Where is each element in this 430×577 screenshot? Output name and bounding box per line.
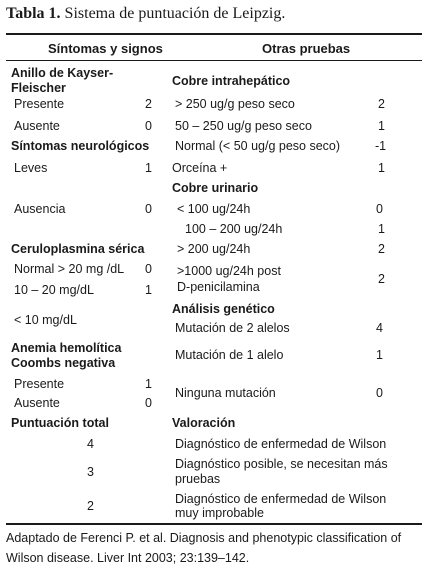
bottom-rule (6, 523, 422, 525)
assessment-line: pruebas (175, 472, 221, 486)
cerulo-title: Ceruloplasmina sérica (11, 242, 145, 256)
urinary-post-2: D-penicilamina (177, 280, 260, 294)
header-other-tests: Otras pruebas (262, 41, 351, 56)
neuro-absent: Ausencia (14, 202, 66, 216)
total-value: 3 (87, 465, 94, 479)
total-title: Puntuación total (11, 416, 109, 430)
assessment-title: Valoración (172, 416, 236, 430)
kayser-present: Presente (14, 97, 65, 111)
cerulo-mid: 10 – 20 mg/dL (14, 283, 94, 297)
table-caption (6, 5, 285, 23)
anemia-title: Anemia hemolítica (11, 341, 122, 355)
neuro-mild: Leves (14, 161, 48, 175)
urinary-low-score: 0 (376, 202, 383, 216)
genetic-one-score: 1 (376, 348, 383, 362)
urinary-mid: 100 – 200 ug/24h (185, 222, 283, 236)
total-value: 2 (87, 499, 94, 513)
header-rule (6, 60, 422, 61)
anemia-present-score: 1 (145, 377, 152, 391)
neuro-absent-score: 0 (145, 202, 152, 216)
urinary-mid-score: 1 (378, 222, 385, 236)
total-value: 4 (87, 437, 94, 451)
urinary-title: Cobre urinario (172, 181, 259, 195)
kayser-title-2: Fleischer (11, 81, 66, 95)
orcein: Orceína + (172, 161, 228, 175)
hepatic-mid-score: 1 (378, 119, 385, 133)
cerulo-mid-score: 1 (145, 283, 152, 297)
hepatic-title: Cobre intrahepático (172, 74, 291, 88)
genetic-one: Mutación de 1 alelo (175, 348, 284, 362)
genetic-two-score: 4 (376, 321, 383, 335)
kayser-absent: Ausente (14, 119, 60, 133)
urinary-high: > 200 ug/24h (177, 242, 251, 256)
assessment-line: muy improbable (175, 506, 264, 520)
assessment-line: Diagnóstico de enfermedad de Wilson (175, 437, 387, 451)
hepatic-normal-score: -1 (375, 139, 387, 153)
genetic-none: Ninguna mutación (175, 386, 276, 400)
neuro-title: Síntomas neurológicos (11, 139, 150, 153)
assessment-line: Diagnóstico posible, se necesitan más (175, 457, 388, 471)
source-footnote: Adaptado de Ferenci P. et al. Diagnosis and phenotypic classification of Wilson disease. Liver Int 2003; 23:139–142. (6, 531, 402, 565)
assessment-line: Diagnóstico de enfermedad de Wilson (175, 492, 387, 506)
anemia-title-2: Coombs negativa (11, 356, 116, 370)
cerulo-normal-score: 0 (145, 262, 152, 276)
hepatic-normal: Normal (< 50 ug/g peso seco) (175, 139, 341, 153)
orcein-score: 1 (378, 161, 385, 175)
anemia-present: Presente (14, 377, 65, 391)
genetic-two: Mutación de 2 alelos (175, 321, 290, 335)
urinary-post-score: 2 (378, 272, 385, 286)
neuro-mild-score: 1 (145, 161, 152, 175)
cerulo-low: < 10 mg/dL (14, 313, 77, 327)
urinary-post: >1000 ug/24h post (177, 264, 281, 278)
kayser-present-score: 2 (145, 97, 152, 111)
kayser-title: Anillo de Kayser- (11, 66, 114, 80)
hepatic-high: > 250 ug/g peso seco (175, 97, 295, 111)
genetic-none-score: 0 (376, 386, 383, 400)
caption-text: Sistema de puntuación de Leipzig. (64, 5, 286, 22)
caption-label: Tabla 1. (6, 5, 61, 22)
header-symptoms: Síntomas y signos (48, 41, 163, 56)
top-rule (6, 33, 422, 35)
genetic-title: Análisis genético (172, 302, 275, 316)
anemia-absent-score: 0 (145, 396, 152, 410)
hepatic-mid: 50 – 250 ug/g peso seco (175, 119, 312, 133)
cerulo-normal: Normal > 20 mg /dL (14, 262, 125, 276)
urinary-low: < 100 ug/24h (177, 202, 251, 216)
hepatic-high-score: 2 (378, 97, 385, 111)
urinary-high-score: 2 (378, 242, 385, 256)
anemia-absent: Ausente (14, 396, 60, 410)
kayser-absent-score: 0 (145, 119, 152, 133)
